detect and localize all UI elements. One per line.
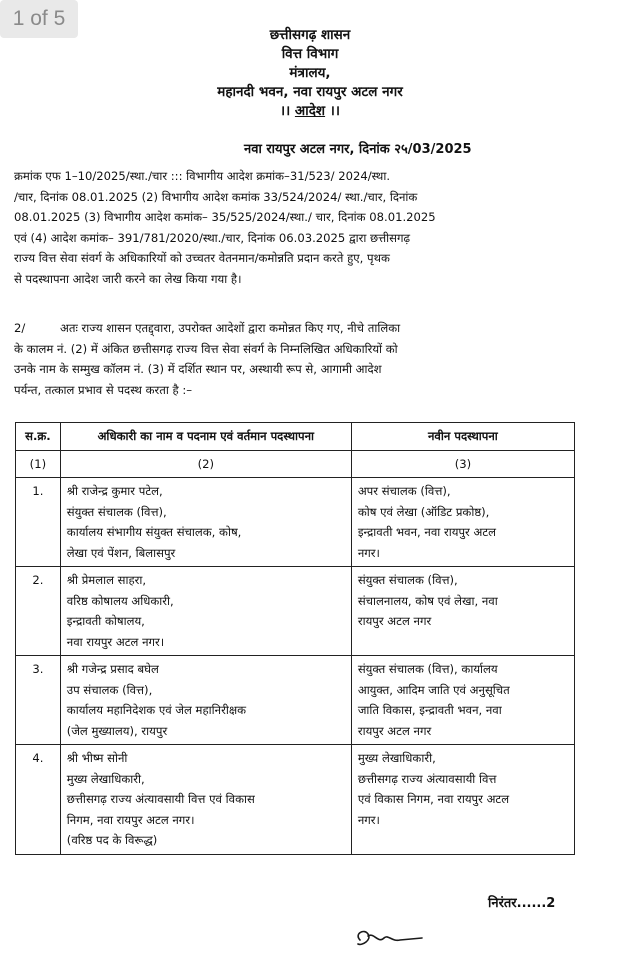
serial-cell: 1.	[16, 478, 61, 567]
index-cell: (1)	[16, 450, 61, 478]
table-row	[16, 478, 575, 567]
cell-line: इन्द्रावती कोषालय,	[66, 614, 145, 628]
cell-line: नगर।	[357, 812, 380, 827]
serial-cell: 2.	[16, 567, 61, 656]
table-index-row	[16, 450, 575, 478]
paragraph-line: 08.01.2025 (3) विभागीय आदेश कमांक– 35/525/2024/स्था./ चार, दिनांक 08.01.2025	[14, 210, 436, 224]
cell-line: (जेल मुख्यालय), रायपुर	[66, 723, 168, 738]
cell-line: कार्यालय महानिदेशक एवं जेल महानिरीक्षक	[66, 703, 247, 717]
officer-cell	[60, 478, 351, 567]
paragraph-line: उनके नाम के सम्मुख कॉलम नं. (3) में दर्शित स्थान पर, अस्थायी रूप से, आगामी आदेश	[14, 362, 382, 376]
cell-line: एवं विकास निगम, नवा रायपुर अटल	[357, 792, 510, 806]
cell-line: श्री गजेन्द्र प्रसाद बघेल	[66, 662, 159, 676]
table-row	[16, 656, 575, 745]
cell-line: छत्तीसगढ़ राज्य अंत्यावसायी वित्त एवं विकास	[66, 792, 255, 806]
cell-line: संयुक्त संचालक (वित्त),	[357, 573, 458, 587]
paragraph-line: क्रमांक एफ 1–10/2025/स्था./चार ::: विभागीय आदेश क्रमांक–31/523/ 2024/स्था.	[14, 169, 391, 183]
letterhead	[0, 26, 620, 121]
header-officer: अधिकारी का नाम व पदनाम एवं वर्तमान पदस्थापना	[60, 423, 351, 451]
posting-cell	[351, 745, 574, 855]
order-title: आदेश	[294, 103, 326, 119]
posting-cell	[351, 478, 574, 567]
table-row	[16, 745, 575, 855]
cell-line: वरिष्ठ कोषालय अधिकारी,	[66, 593, 174, 608]
officer-cell	[60, 656, 351, 745]
cell-line: आयुक्त, आदिम जाति एवं अनुसूचित	[357, 682, 510, 697]
table-row	[16, 567, 575, 656]
cell-line: श्री प्रेमलाल साहरा,	[66, 573, 147, 587]
paragraph-number: 2/	[14, 321, 26, 335]
reference-paragraph	[14, 166, 606, 289]
header-serial-no: स.क्र.	[16, 423, 61, 451]
index-cell: (2)	[60, 450, 351, 478]
cell-line: रायपुर अटल नगर	[357, 723, 432, 738]
posting-cell	[351, 567, 574, 656]
cell-line: मुख्य लेखाधिकारी,	[66, 771, 145, 786]
cell-line: मुख्य लेखाधिकारी,	[357, 751, 436, 765]
office-address: महानदी भवन, नवा रायपुर अटल नगर	[217, 84, 403, 100]
posting-table	[15, 422, 575, 855]
cell-line: नवा रायपुर अटल नगर।	[66, 634, 165, 649]
cell-line: कार्यालय संभागीय संयुक्त संचालक, कोष,	[66, 525, 242, 539]
header-new-posting: नवीन पदस्थापना	[351, 423, 574, 451]
table-header-row	[16, 423, 575, 451]
serial-cell: 3.	[16, 656, 61, 745]
officer-cell	[60, 567, 351, 656]
cell-line: इन्द्रावती भवन, नवा रायपुर अटल	[357, 525, 497, 539]
paragraph-line: राज्य वित्त सेवा संवर्ग के अधिकारियों को उच्चतर वेतनमान/कमोन्नति प्रदान करते हुए, पृथक	[14, 251, 390, 265]
cell-line: जाति विकास, इन्द्रावती भवन, नवा	[357, 703, 502, 717]
department-name: वित्त विभाग	[281, 46, 339, 62]
order-heading: ।। आदेश ।।	[279, 103, 341, 119]
cell-line: लेखा एवं पेंशन, बिलासपुर	[66, 545, 176, 560]
paragraph-line: /चार, दिनांक 08.01.2025 (2) विभागीय आदेश कमांक 33/524/2024/ स्था./चार, दिनांक	[14, 189, 418, 204]
order-paragraph	[14, 318, 606, 400]
paragraph-line: से पदस्थापना आदेश जारी करने का लेख किया गया है।	[14, 271, 242, 286]
cell-line: रायपुर अटल नगर	[357, 614, 432, 628]
serial-cell: 4.	[16, 745, 61, 855]
officer-cell	[60, 745, 351, 855]
cell-line: संयुक्त संचालक (वित्त), कार्यालय	[357, 662, 498, 676]
cell-line: संचालनालय, कोष एवं लेखा, नवा	[357, 593, 498, 608]
posting-cell	[351, 656, 574, 745]
cell-line: श्री भीष्म सोनी	[66, 751, 128, 765]
cell-line: (वरिष्ठ पद के विरूद्ध)	[66, 833, 158, 847]
cell-line: अपर संचालक (वित्त),	[357, 484, 451, 498]
cell-line: कोष एवं लेखा (ऑडिट प्रकोष्ठ),	[357, 504, 490, 519]
government-name: छत्तीसगढ़ शासन	[269, 27, 351, 43]
cell-line: श्री राजेन्द्र कुमार पटेल,	[66, 484, 163, 498]
continued-note: निरंतर......2	[488, 896, 556, 911]
place-date-line: नवा रायपुर अटल नगर, दिनांक २५/03/2025	[244, 142, 472, 157]
cell-line: संयुक्त संचालक (वित्त),	[66, 504, 167, 519]
page-count-badge: 1 of 5	[0, 0, 78, 38]
cell-line: नगर।	[357, 545, 380, 560]
cell-line: निगम, नवा रायपुर अटल नगर।	[66, 812, 195, 827]
cell-line: उप संचालक (वित्त),	[66, 682, 153, 697]
paragraph-line: के कालम नं. (2) में अंकित छत्तीसगढ़ राज्य वित्त सेवा संवर्ग के निम्नलिखित अधिकारियों को	[14, 341, 398, 356]
paragraph-line: एवं (4) आदेश कमांक– 391/781/2020/स्था./चार, दिनांक 06.03.2025 द्वारा छत्तीसगढ़	[14, 230, 411, 245]
handwritten-signature	[350, 922, 430, 958]
index-cell: (3)	[351, 450, 574, 478]
paragraph-line: 2/ अतः राज्य शासन एतद्द्वारा, उपरोक्त आदेशों द्वारा कमोन्नत किए गए, नीचे तालिका	[14, 318, 606, 339]
ministry-name: मंत्रालय,	[289, 65, 331, 81]
paragraph-line: पर्यन्त, तत्काल प्रभाव से पदस्थ करता है :–	[14, 382, 193, 397]
cell-line: छत्तीसगढ़ राज्य अंत्यावसायी वित्त	[357, 771, 497, 786]
